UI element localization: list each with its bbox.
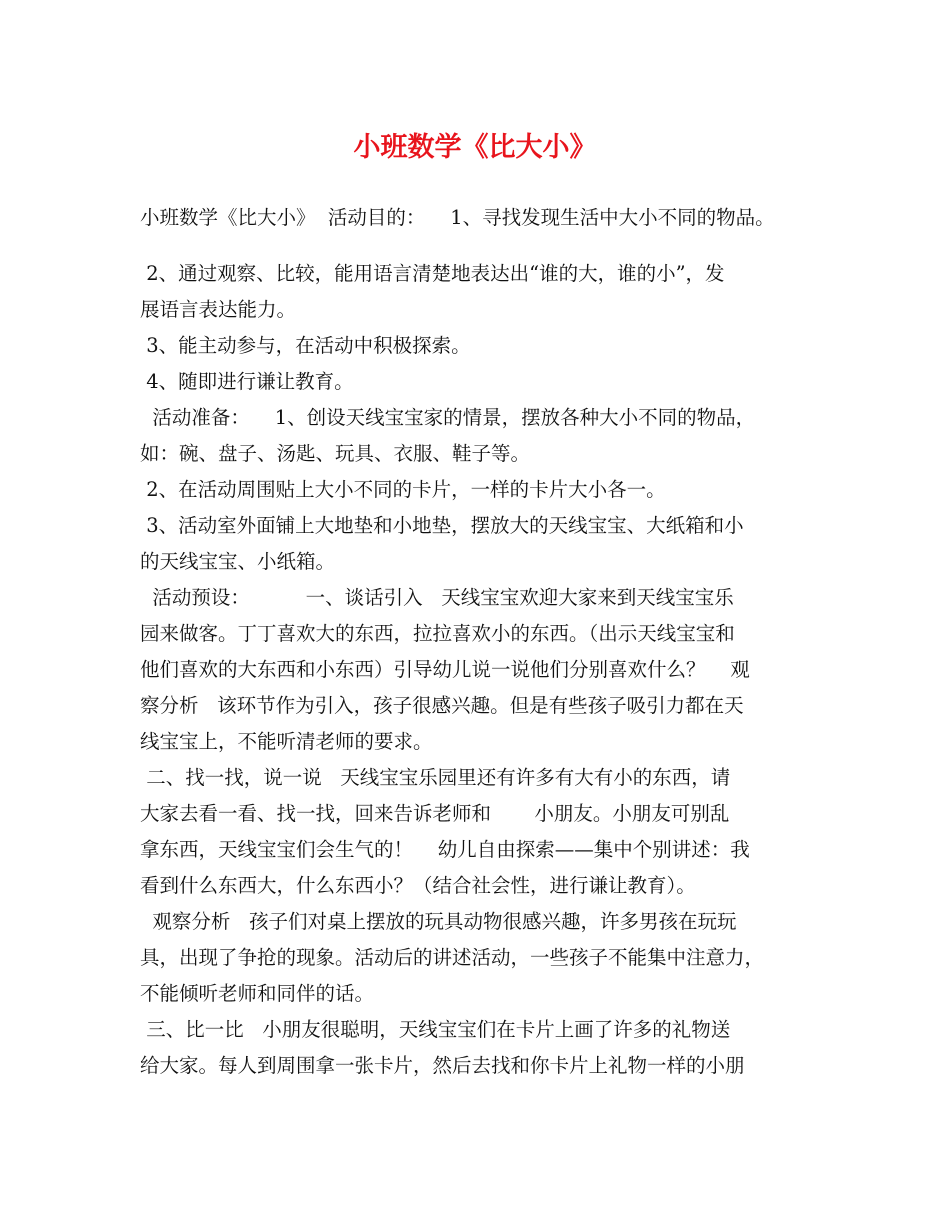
text-line: 3、能主动参与，在活动中积极探索。 — [140, 334, 471, 357]
text-line: 观察分析 孩子们对桌上摆放的玩具动物很感兴趣，许多男孩在玩玩 — [140, 910, 737, 933]
text-line: 具，出现了争抢的现象。活动后的讲述活动，一些孩子不能集中注意力， — [140, 946, 765, 969]
document-title: 小班数学《比大小》 — [353, 132, 597, 163]
document-body — [140, 200, 840, 1084]
text-line: 如：碗、盘子、汤匙、玩具、衣服、鞋子等。 — [140, 442, 531, 465]
text-line: 2、通过观察、比较，能用语言清楚地表达出“谁的大，谁的小”，发 — [140, 262, 725, 285]
text-line: 小班数学《比大小》 活动目的： 1、寻找发现生活中大小不同的物品。 — [140, 206, 775, 229]
text-line: 察分析 该环节作为引入，孩子很感兴趣。但是有些孩子吸引力都在天 — [140, 694, 744, 717]
text-line: 3、活动室外面铺上大地垫和小地垫，摆放大的天线宝宝、大纸箱和小 — [140, 514, 744, 537]
text-line: 活动预设： 一、谈话引入 天线宝宝欢迎大家来到天线宝宝乐 — [140, 586, 734, 609]
text-line: 不能倾听老师和同伴的话。 — [140, 982, 375, 1005]
text-line: 给大家。每人到周围拿一张卡片，然后去找和你卡片上礼物一样的小朋 — [140, 1054, 745, 1077]
text-line: 2、在活动周围贴上大小不同的卡片，一样的卡片大小各一。 — [140, 478, 666, 501]
text-line: 拿东西，天线宝宝们会生气的！ 幼儿自由探索——集中个别讲述：我 — [140, 838, 750, 861]
text-line: 活动准备： 1、创设天线宝宝家的情景，摆放各种大小不同的物品， — [140, 406, 756, 429]
text-line: 园来做客。丁丁喜欢大的东西，拉拉喜欢小的东西。（出示天线宝宝和 — [140, 622, 735, 645]
paragraph-gap — [140, 236, 840, 256]
text-line: 的天线宝宝、小纸箱。 — [140, 550, 336, 573]
text-line: 他们喜欢的大东西和小东西）引导幼儿说一说他们分别喜欢什么？ 观 — [140, 658, 750, 681]
text-line: 4、随即进行谦让教育。 — [140, 370, 354, 393]
text-line: 线宝宝上，不能听清老师的要求。 — [140, 730, 433, 753]
text-line: 三、比一比 小朋友很聪明，天线宝宝们在卡片上画了许多的礼物送 — [140, 1018, 731, 1041]
text-line: 大家去看一看、找一找，回来告诉老师和 小朋友。小朋友可别乱 — [140, 802, 730, 825]
text-line: 展语言表达能力。 — [140, 298, 297, 321]
text-line: 二、找一找，说一说 天线宝宝乐园里还有许多有大有小的东西，请 — [140, 766, 731, 789]
text-line: 看到什么东西大，什么东西小？（结合社会性，进行谦让教育）。 — [140, 874, 696, 897]
